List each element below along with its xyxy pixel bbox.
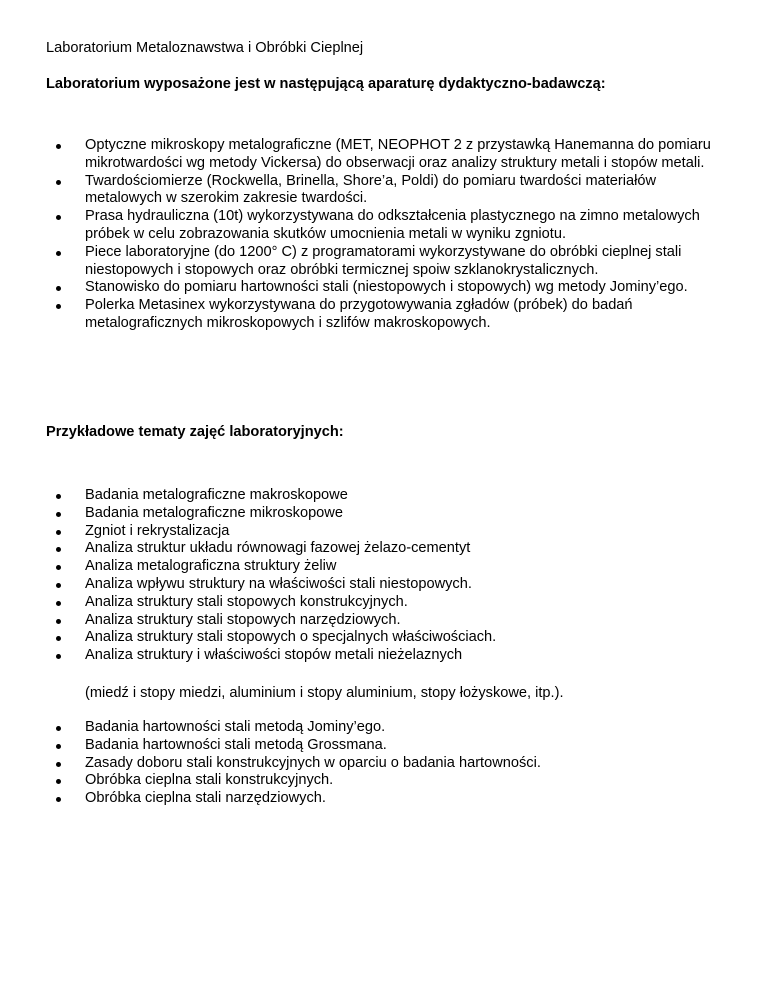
list-item: Zasady doboru stali konstrukcyjnych w oparciu o badania hartowności. [46,755,726,773]
topics-note: (miedź i stopy miedzi, aluminium i stopy aluminium, stopy łożyskowe, itp.). [85,685,564,701]
list-item: Analiza struktury stali stopowych konstrukcyjnych. [46,594,726,612]
list-item: Twardościomierze (Rockwella, Brinella, Shore’a, Poldi) do pomiaru twardości materiałów metalowych w szerokim zakresie twardości. [46,173,726,209]
bullet-icon [56,512,61,517]
bullet-icon [56,215,61,220]
list-item: Analiza struktur układu równowagi fazowej żelazo-cementyt [46,540,726,558]
bullet-icon [56,762,61,767]
list-item: Badania hartowności stali metodą Jominy’ego. [46,719,726,737]
list-item: Badania metalograficzne mikroskopowe [46,505,726,523]
list-item: Analiza wpływu struktury na właściwości stali niestopowych. [46,576,726,594]
equipment-heading: Laboratorium wyposażone jest w następującą aparaturę dydaktyczno-badawczą: [46,76,606,92]
list-item: Polerka Metasinex wykorzystywana do przygotowywania zgładów (próbek) do badań metalograficznych mikroskopowych i szlifów makroskopowych. [46,297,726,333]
bullet-icon [56,547,61,552]
list-item: Optyczne mikroskopy metalograficzne (MET, NEOPHOT 2 z przystawką Hanemanna do pomiaru mikrotwardości wg metody Vickersa) do obserwacji oraz analizy struktury metali i stopów metali. [46,137,726,173]
bullet-icon [56,494,61,499]
bullet-icon [56,779,61,784]
list-item: Prasa hydrauliczna (10t) wykorzystywana do odkształcenia plastycznego na zimno metalowych próbek w celu zobrazowania skutków umocnienia metali w wyniku zgniotu. [46,208,726,244]
list-item: Zgniot i rekrystalizacja [46,523,726,541]
bullet-icon [56,144,61,149]
bullet-icon [56,726,61,731]
list-item: Analiza struktury stali stopowych narzędziowych. [46,612,726,630]
bullet-icon [56,286,61,291]
list-item: Analiza metalograficzna struktury żeliw [46,558,726,576]
topics-list [46,487,726,665]
topics-heading: Przykładowe tematy zajęć laboratoryjnych: [46,424,344,440]
list-item: Badania hartowności stali metodą Grossmana. [46,737,726,755]
bullet-icon [56,251,61,256]
topics-list-2 [46,719,726,808]
list-item: Piece laboratoryjne (do 1200° C) z programatorami wykorzystywane do obróbki cieplnej stali niestopowych i stopowych oraz obróbki termicznej spoiw szklanokrystalicznych. [46,244,726,280]
list-item: Obróbka cieplna stali narzędziowych. [46,790,726,808]
bullet-icon [56,180,61,185]
bullet-icon [56,744,61,749]
list-item: Obróbka cieplna stali konstrukcyjnych. [46,772,726,790]
bullet-icon [56,530,61,535]
bullet-icon [56,797,61,802]
bullet-icon [56,304,61,309]
bullet-icon [56,601,61,606]
bullet-icon [56,565,61,570]
bullet-icon [56,654,61,659]
bullet-icon [56,583,61,588]
equipment-list [46,137,726,333]
list-item: Stanowisko do pomiaru hartowności stali (niestopowych i stopowych) wg metody Jominy’ego. [46,279,726,297]
list-item: Badania metalograficzne makroskopowe [46,487,726,505]
list-item: Analiza struktury i właściwości stopów metali nieżelaznych [46,647,726,665]
list-item: Analiza struktury stali stopowych o specjalnych właściwościach. [46,629,726,647]
bullet-icon [56,619,61,624]
document-title: Laboratorium Metaloznawstwa i Obróbki Cieplnej [46,40,364,56]
bullet-icon [56,636,61,641]
